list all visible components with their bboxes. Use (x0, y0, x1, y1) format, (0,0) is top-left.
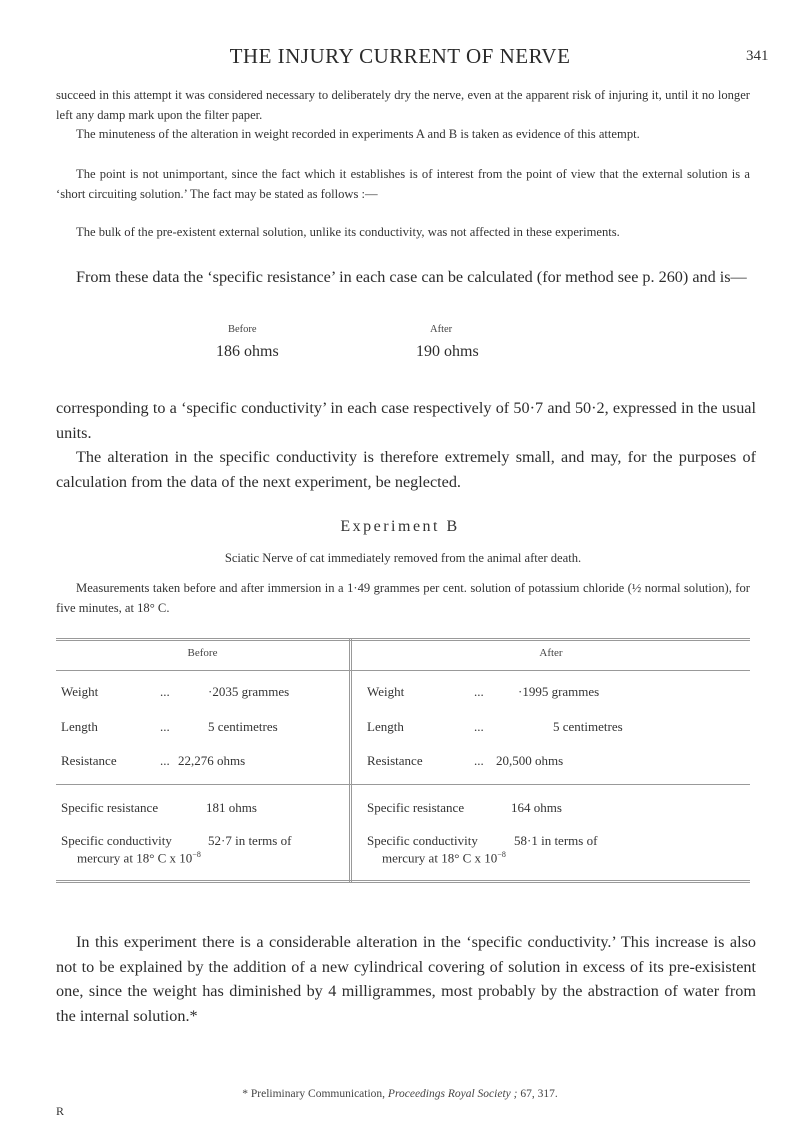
before-specific-resistance-label: Specific resistance (61, 800, 159, 815)
table-mid-rule (56, 784, 750, 785)
before-specific-resistance-value: 181 ohms (206, 800, 257, 815)
paragraph-point: The point is not unimportant, since the fact which it establishes is of interest from the point of view that the external solution is a ‘short circuiting solution.’ The fact may be stated as follows :— (56, 167, 750, 201)
before-specific-conductivity-value: 52·7 in terms of (208, 833, 292, 848)
after-weight-dots: ... (474, 684, 484, 699)
after-resistance-label: Resistance (367, 753, 423, 768)
before-specific-conductivity-label: Specific conductivity (61, 833, 172, 848)
paragraph-succeed: succeed in this attempt it was considered necessary to deliberately dry the nerve, even at the apparent risk of injuring it, until it no longer left any damp mark upon the filter paper. (56, 88, 750, 122)
after-length-dots: ... (474, 719, 484, 734)
table-header-rule (56, 670, 750, 671)
before-weight-value: ·2035 grammes (208, 684, 290, 699)
paragraph-minuteness: The minuteness of the alteration in weight recorded in experiments A and B is taken as evidence of this attempt. (76, 127, 640, 141)
footnote-text: * Preliminary Communication, (242, 1088, 386, 1100)
paragraph-bulk: The bulk of the pre-existent external solution, unlike its conductivity, was not affected in these experiments. (76, 225, 620, 239)
before-weight-dots: ... (160, 684, 170, 699)
before-weight-label: Weight (61, 684, 99, 699)
footnote (0, 1088, 800, 1100)
paragraph-alteration: The alteration in the specific conductivity is therefore extremely small, and may, for the purposes of calculation from the data of the next experiment, be neglected. (56, 448, 756, 491)
after-length-label: Length (367, 719, 404, 734)
before-unit-exponent: −8 (192, 850, 201, 859)
after-resistance-dots: ... (474, 753, 484, 768)
before-specific-conductivity-unit (77, 850, 201, 866)
paragraph-specific-resistance: From these data the ‘specific resistance’ in each case can be calculated (for method see p. 260) and is— (76, 268, 747, 286)
after-specific-resistance-value: 164 ohms (511, 800, 562, 815)
section-subtitle: Sciatic Nerve of cat immediately removed from the animal after death. (224, 551, 582, 565)
after-weight-value: ·1995 grammes (518, 684, 600, 699)
paragraph-final: In this experiment there is a considerable alteration in the ‘specific conductivity.’ This increase is also not to be explained by the addition of a new cylindrical covering of solution in excess of its pre-exisistent one, since the weight has diminished by 4 milligrammes, most probably by the abstraction of water from the internal solution.* (56, 933, 756, 1025)
table-column-divider (349, 638, 352, 883)
after-value: 190 ohms (416, 343, 479, 360)
after-specific-resistance-label: Specific resistance (367, 800, 465, 815)
running-header: THE INJURY CURRENT OF NERVE (229, 44, 571, 68)
footnote-journal: Proceedings Royal Society ; (387, 1088, 518, 1100)
paragraph-corresponding: corresponding to a ‘specific conductivity’ in each case respectively of 50·7 and 50·2, expressed in the usual units. (56, 399, 756, 442)
signature-mark: R (56, 1104, 65, 1118)
before-label: Before (228, 324, 257, 335)
after-label: After (430, 324, 453, 335)
after-specific-conductivity-value: 58·1 in terms of (514, 833, 598, 848)
table-top-rule (56, 638, 750, 641)
before-length-label: Length (61, 719, 98, 734)
before-unit-text: mercury at 18° C x 10 (77, 850, 193, 866)
table-bottom-rule (56, 880, 750, 883)
after-length-value: 5 centimetres (553, 719, 623, 734)
measurements-paragraph: Measurements taken before and after immersion in a 1·49 grammes per cent. solution of potassium chloride (½ normal solution), for five minutes, at 18° C. (56, 581, 750, 615)
after-resistance-value: 20,500 ohms (496, 753, 564, 768)
table-header-before: Before (187, 647, 218, 659)
before-length-dots: ... (160, 719, 170, 734)
after-specific-conductivity-unit (382, 850, 506, 866)
after-weight-label: Weight (367, 684, 405, 699)
footnote-ref: 67, 317. (520, 1088, 558, 1100)
before-resistance-label: Resistance (61, 753, 117, 768)
after-specific-conductivity-label: Specific conductivity (367, 833, 478, 848)
page-number: 341 (746, 48, 769, 64)
before-length-value: 5 centimetres (208, 719, 278, 734)
after-unit-text: mercury at 18° C x 10 (382, 850, 498, 866)
before-resistance-dots: ... (160, 753, 170, 768)
table-header-after: After (539, 647, 563, 659)
section-title: Experiment B (340, 518, 460, 535)
before-value: 186 ohms (216, 343, 279, 360)
after-unit-exponent: −8 (497, 850, 506, 859)
before-resistance-value: 22,276 ohms (178, 753, 246, 768)
